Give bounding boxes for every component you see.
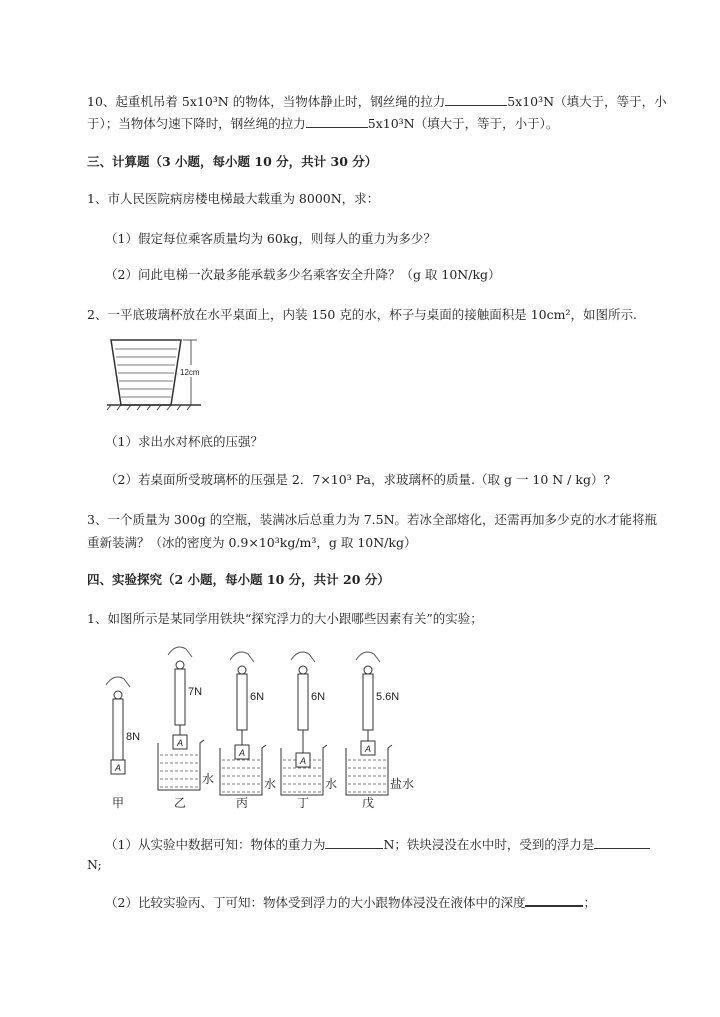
liquid-label: 水 [202,772,215,786]
spring-scale [175,669,185,725]
buoyancy-figure [90,645,430,815]
liquid-label: 盐水 [390,777,415,791]
setup-5 [346,652,414,810]
spring-scale [237,674,247,730]
hand-icon [291,652,315,662]
answer-blank[interactable] [445,93,507,106]
hook-ring [364,666,372,674]
scale-reading: 8N [126,731,141,743]
scale-reading: 6N [311,691,326,703]
scale-reading: 5.6N [376,691,400,703]
answer-blank[interactable] [306,115,368,128]
answer-blank[interactable] [325,836,383,849]
hook-ring [299,666,307,674]
section4-title: 四、实验探究（2 小题，每小题 10 分，共计 20 分） [87,572,390,587]
text: 10、起重机吊着 5x10³N 的物体，当物体静止时，钢丝绳的拉力 [87,94,446,109]
s3-q2-sub2: （2）若桌面所受玻璃杯的压强是 2．7×10³ Pa，求玻璃杯的质量.（取 g 一 10 N / kg）? [105,472,611,487]
glass-cup [111,340,181,405]
s3-q2-sub1: （1）求出水对杯底的压强？ [105,434,263,449]
liquid-label: 水 [264,777,277,791]
s4-q1-stem: 1、如图所示是某同学用铁块“探究浮力的大小跟哪些因素有关”的实验； [87,611,483,626]
water-lines [115,349,177,397]
hand-icon [168,647,192,657]
s4-q1-sub1-end: N; [87,857,102,872]
text: （1）从实验中数据可知：物体的重力为 [105,837,326,852]
text: ； [583,895,596,910]
s3-q2-stem: 2、一平底玻璃杯放在水平桌面上，内装 150 克的水，杯子与桌面的接触面积是 10cm²，如图所示. [87,307,637,322]
setup-name: 丙 [236,796,249,810]
text: 5x10³N（填大于，等于，小于）。 [367,116,559,131]
text: N；铁块浸没在水中时，受到的浮力是 [383,837,595,852]
glass-figure [105,335,205,413]
s3-q1-sub1: （1）假定每位乘客质量均为 60kg，则每人的重力为多少？ [105,231,436,246]
answer-blank[interactable] [525,893,583,907]
s3-q1-stem: 1、市人民医院病房楼电梯最大载重为 8000N，求： [87,191,380,206]
s3-q3-line1: 3、一个质量为 300g 的空瓶，装满冰后总重力为 7.5N。若冰全部熔化，还需再加多少克的水才能将瓶 [87,512,658,527]
text: （2）比较实验丙、丁可知：物体受到浮力的大小跟物体浸没在液体中的深度 [105,895,526,910]
hand-icon [230,652,254,662]
setup-name: 甲 [112,796,125,810]
answer-blank[interactable] [594,836,650,849]
hook-ring [176,661,184,669]
hand-icon [356,652,380,662]
height-label: 12cm [180,368,200,377]
setup-3 [220,652,276,810]
block-label: A [115,763,122,773]
scale-reading: 7N [188,686,203,698]
q10-line2 [87,114,558,132]
section3-title: 三、计算题（3 小题，每小题 10 分，共计 30 分） [87,154,378,169]
hook-ring [114,691,122,699]
q10-line1 [87,92,667,110]
liquid-label: 水 [325,777,338,791]
hand-icon [106,677,130,687]
spring-scale [363,674,373,730]
s3-q3-line2: 重新装满？（冰的密度为 0.9×10³kg/m³，g 取 10N/kg） [87,535,417,550]
spring-scale [298,674,308,730]
block-label: A [300,756,307,766]
setup-name: 戊 [362,796,375,810]
text: 于）；当物体匀速下降时，钢丝绳的拉力 [87,116,306,131]
text: 5x10³N（填大于，等于，小 [507,94,667,109]
setup-2 [158,647,214,810]
setup-name: 丁 [297,796,310,810]
block-label: A [239,748,246,758]
hook-ring [238,666,246,674]
s4-q1-sub2 [105,893,596,911]
block-label: A [365,744,372,754]
scale-reading: 6N [250,691,265,703]
s3-q1-sub2: （2）问此电梯一次最多能承载多少名乘客安全升降？（g 取 10N/kg） [105,267,501,282]
spring-scale [113,699,123,765]
block-label: A [177,738,184,748]
setup-name: 乙 [174,796,187,810]
setup-4 [281,652,337,810]
setup-1 [106,677,140,810]
s4-q1-sub1 [105,835,650,853]
